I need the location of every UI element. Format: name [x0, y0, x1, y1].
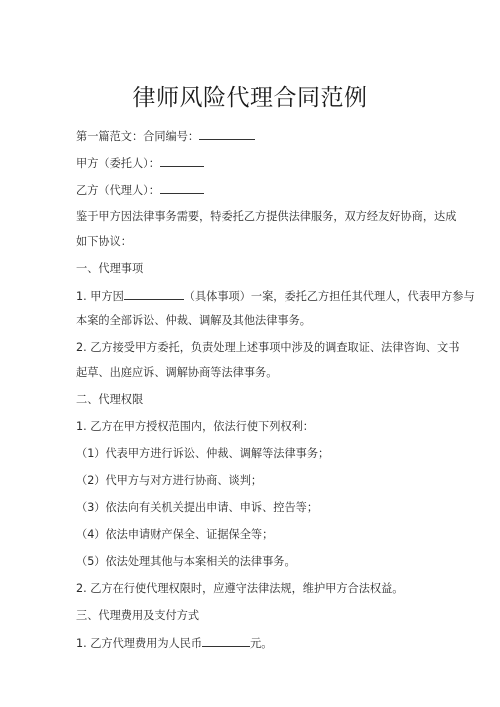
matter-blank [124, 288, 184, 300]
section-1-item-1-line-1 [76, 288, 475, 305]
section-2-heading: 二、代理权限 [76, 393, 144, 406]
section-1-item-1-prefix: 1. 甲方因 [76, 290, 124, 303]
document-title: 律师风险代理合同范例 [132, 85, 368, 111]
section-2-item-2: 2. 乙方在行使代理权限时，应遵守法律法规，维护甲方合法权益。 [76, 582, 404, 595]
section-1-item-2-line-2: 起草、出庭应诉、调解协商等法律事务。 [76, 366, 278, 379]
party-a-blank [160, 155, 204, 167]
section-3-item-1-prefix: 1. 乙方代理费用为人民币 [76, 637, 203, 650]
party-a-line [76, 155, 430, 172]
section-3-heading: 三、代理费用及支付方式 [76, 609, 200, 622]
intro-paragraph-line-2: 如下协议： [76, 235, 132, 248]
section-2-sub-item-1: （1）代表甲方进行诉讼、仲裁、调解等法律事务； [76, 447, 330, 460]
contract-number-line [76, 128, 430, 145]
section-3-item-1-suffix: 元。 [250, 637, 273, 650]
section-2-sub-item-4: （4）依法申请财产保全、证据保全等； [76, 528, 274, 541]
section-1-item-1-suffix: （具体事项）一案，委托乙方担任其代理人，代表甲方参与 [183, 290, 475, 303]
party-b-line [76, 182, 430, 199]
section-1-item-2-line-1: 2. 乙方接受甲方委托，负责处理上述事项中涉及的调查取证、法律咨询、文书 [76, 341, 460, 354]
section-1-item-1-line-2: 本案的全部诉讼、仲裁、调解及其他法律事务。 [76, 314, 311, 327]
section-1-heading: 一、代理事项 [76, 262, 144, 275]
section-2-sub-item-5: （5）依法处理其他与本案相关的法律事务。 [76, 555, 296, 568]
fee-amount-blank [202, 635, 250, 647]
section-2-item-1: 1. 乙方在甲方授权范围内，依法行使下列权利： [76, 420, 314, 433]
party-b-label: 乙方（代理人）： [76, 184, 160, 197]
contract-number-blank [199, 128, 255, 140]
section-3-item-1 [76, 635, 430, 652]
party-b-blank [160, 182, 204, 194]
intro-paragraph-line-1: 鉴于甲方因法律事务需要，特委托乙方提供法律服务，双方经友好协商，达成 [76, 210, 457, 223]
party-a-label: 甲方（委托人）： [76, 157, 160, 170]
contract-number-label: 第一篇范文：合同编号： [76, 130, 200, 143]
section-2-sub-item-2: （2）代甲方与对方进行协商、谈判； [76, 474, 263, 487]
section-2-sub-item-3: （3）依法向有关机关提出申请、申诉、控告等； [76, 501, 319, 514]
